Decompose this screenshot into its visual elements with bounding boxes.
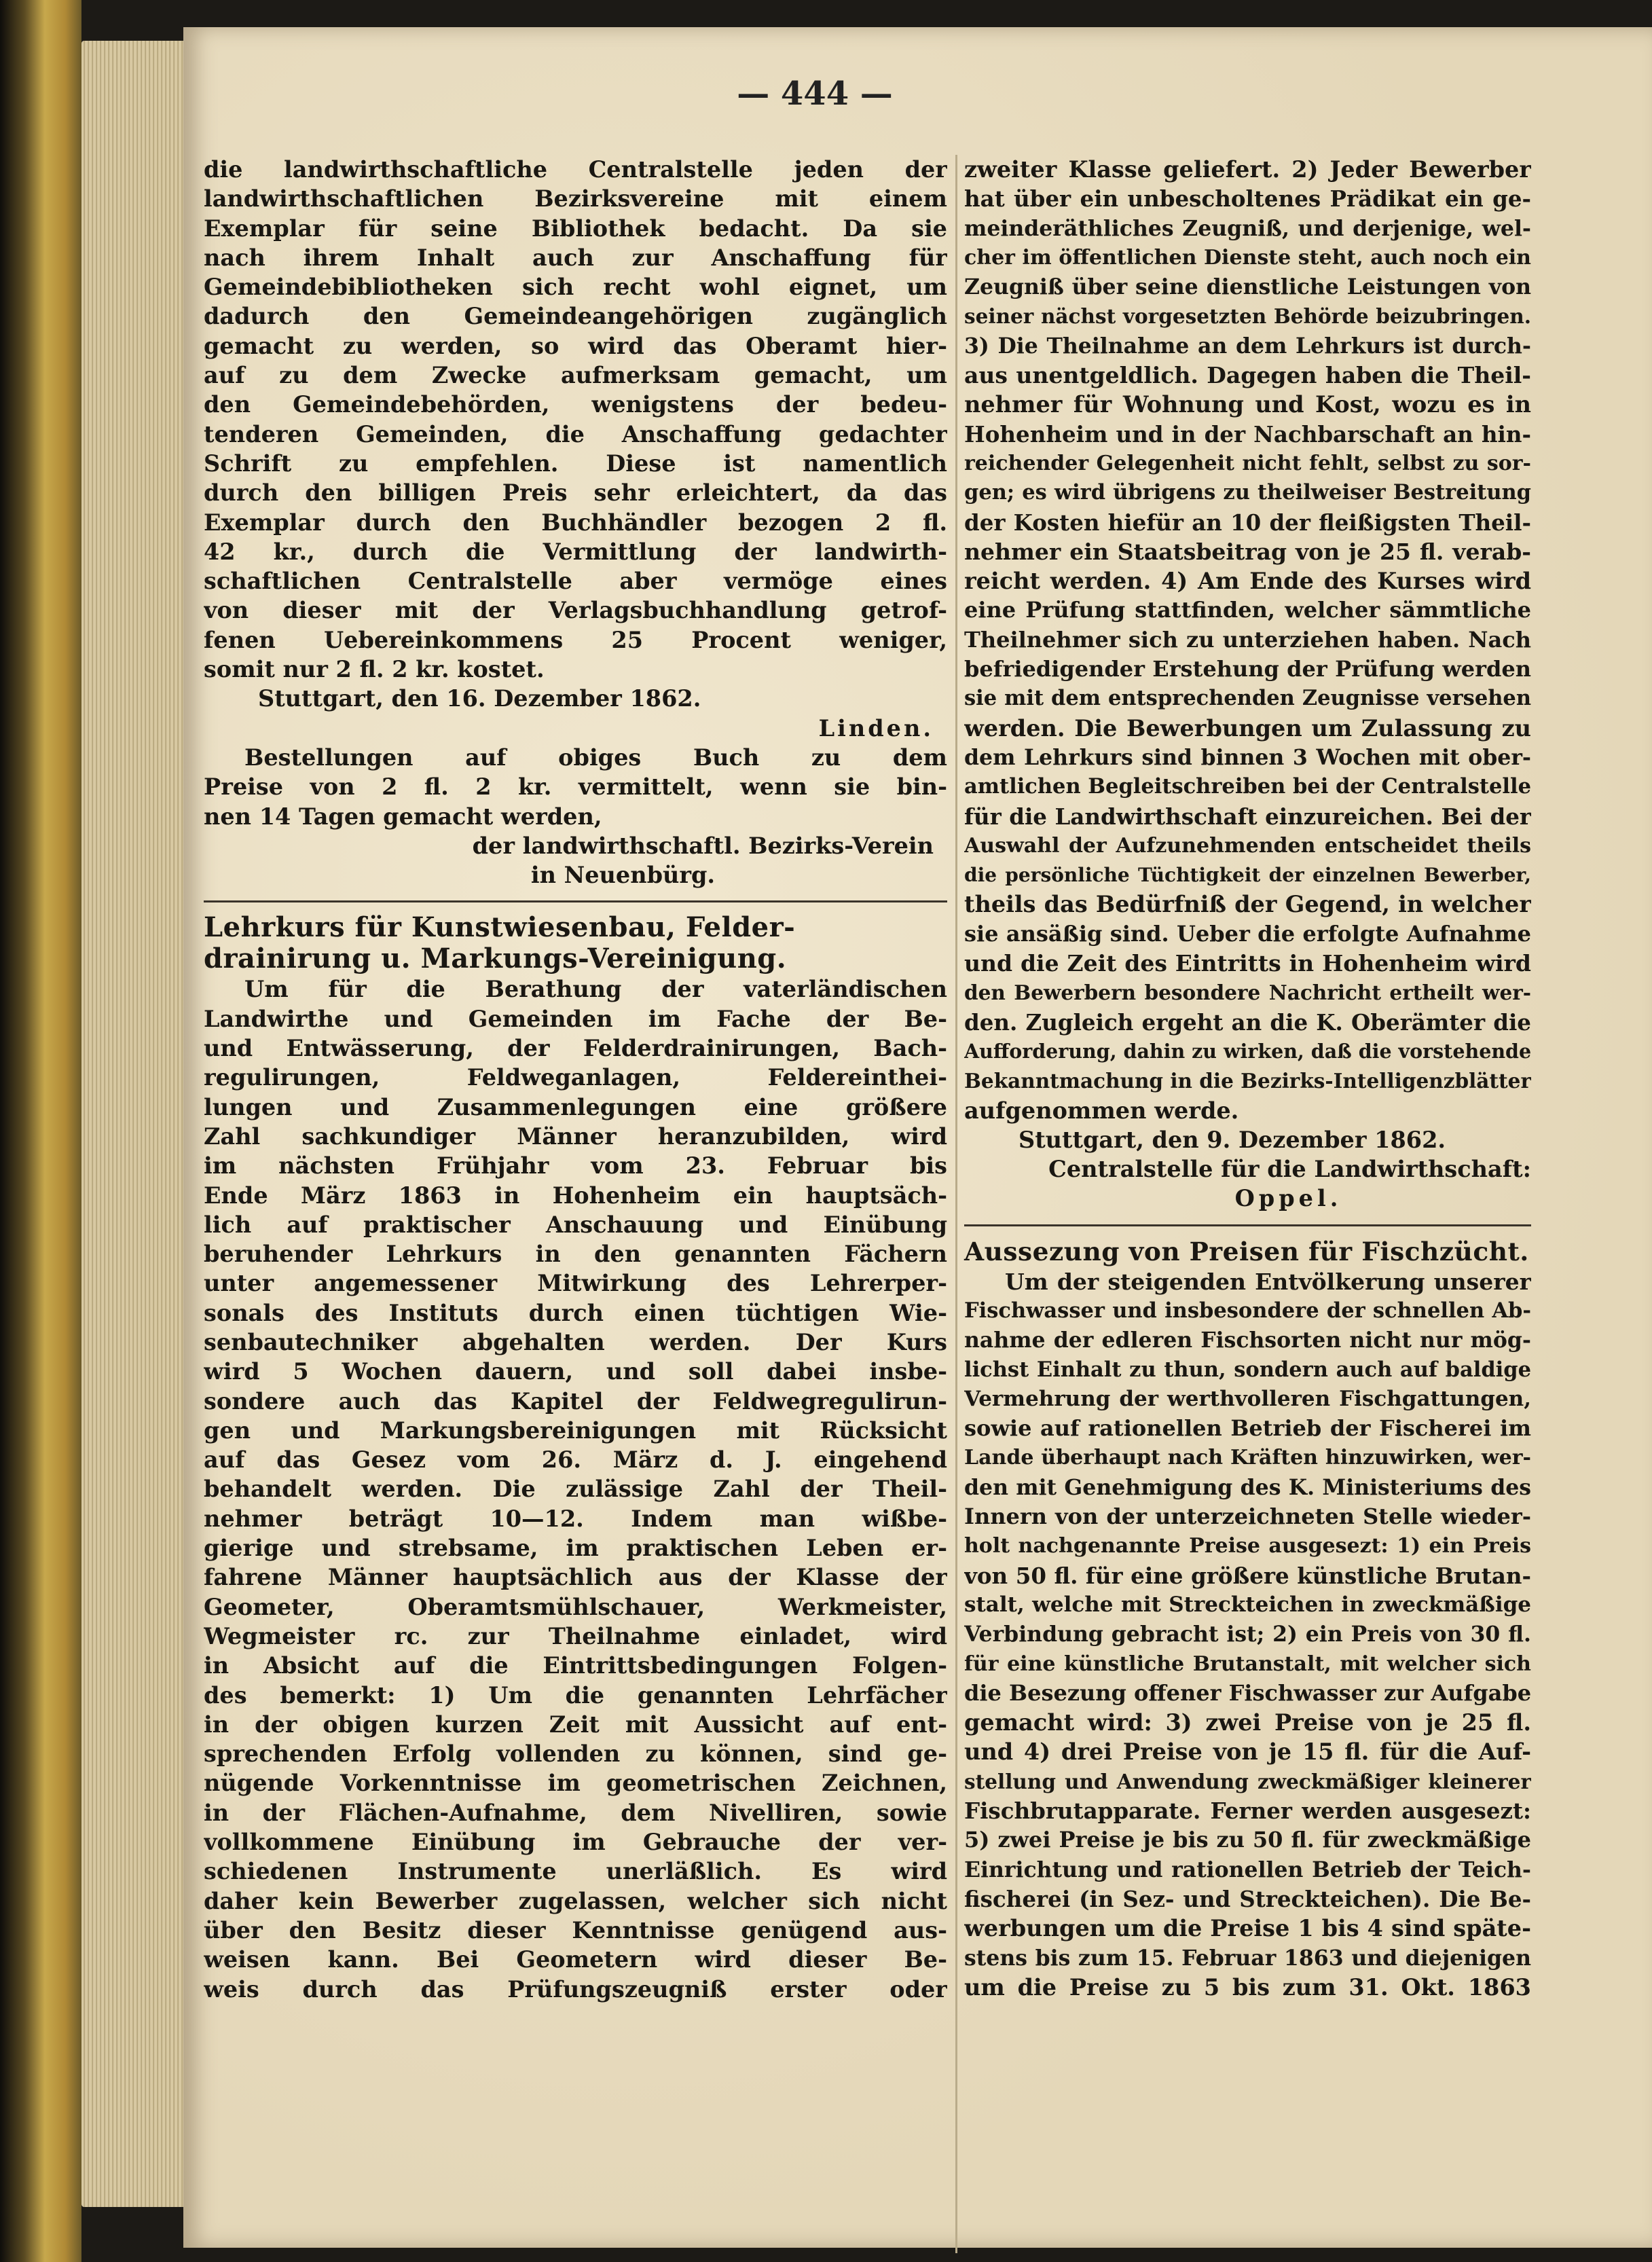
text-line: holt nachgenannte Preise ausgesezt: 1) ein Preis	[964, 1534, 1531, 1558]
text-line: werbungen um die Preise 1 bis 4 sind späte-	[964, 1915, 1531, 1942]
text-line: im nächsten Frühjahr vom 23. Februar bis	[204, 1152, 947, 1180]
text-line: gemacht wird: 3) zwei Preise von je 25 fl.	[964, 1709, 1531, 1736]
book-spine-edge	[0, 0, 81, 2262]
text-line: nehmer für Wohnung und Kost, wozu es in	[964, 391, 1531, 418]
text-line: Exemplar für seine Bibliothek bedacht. Da sie	[204, 215, 947, 242]
text-line: theils das Bedürfniß der Gegend, in welcher	[964, 891, 1531, 918]
text-line: 5) zwei Preise je bis zu 50 fl. für zweckmäßige	[964, 1827, 1531, 1853]
text-line: meinderäthliches Zeugniß, und derjenige, wel-	[964, 215, 1531, 241]
text-line: von 50 fl. für eine größere künstliche Brutan-	[964, 1562, 1531, 1589]
text-line: fahrene Männer hauptsächlich aus der Klasse der	[204, 1564, 947, 1591]
text-line: und die Zeit des Eintritts in Hohenheim wird	[964, 950, 1531, 977]
text-line: schiedenen Instrumente unerläßlich. Es wird	[204, 1858, 947, 1885]
article-heading: drainirung u. Markungs-Vereinigung.	[204, 943, 787, 975]
text-line: in der obigen kurzen Zeit mit Aussicht auf ent-	[204, 1711, 947, 1738]
left-column	[204, 155, 947, 2004]
text-line: weis durch das Prüfungszeugniß erster oder	[204, 1975, 947, 2003]
dateline: Stuttgart, den 16. Dezember 1862.	[258, 685, 701, 712]
column-divider	[955, 155, 957, 2253]
text-line: Innern von der unterzeichneten Stelle wieder-	[964, 1503, 1531, 1530]
text-line: aufgenommen werde.	[964, 1097, 1239, 1124]
text-line: 3) Die Theilnahme an dem Lehrkurs ist durch-	[964, 333, 1531, 359]
text-line: vollkommene Einübung im Gebrauche der ver-	[204, 1829, 947, 1856]
text-line: in der Flächen-Aufnahme, dem Nivelliren, sowie	[204, 1799, 947, 1826]
text-line: sonals des Instituts durch einen tüchtigen Wie-	[204, 1299, 947, 1326]
text-line: Bekanntmachung in die Bezirks-Intelligenzblätter	[964, 1069, 1531, 1093]
text-line: zweiter Klasse geliefert. 2) Jeder Bewerber	[964, 156, 1531, 183]
text-line: Um der steigenden Entvölkerung unserer	[1005, 1268, 1531, 1295]
text-line: lungen und Zusammenlegungen eine größere	[204, 1093, 947, 1120]
text-line: Auswahl der Aufzunehmenden entscheidet theils	[964, 833, 1531, 858]
text-line: den mit Genehmigung des K. Ministeriums des	[964, 1474, 1531, 1500]
text-line: Um für die Berathung der vaterländischen	[244, 976, 947, 1003]
text-line: über den Besitz dieser Kenntnisse genügend aus-	[204, 1916, 947, 1944]
text-line: lichst Einhalt zu thun, sondern auch auf baldige	[964, 1357, 1531, 1382]
text-line: Einrichtung und rationellen Betrieb der Teich-	[964, 1857, 1531, 1882]
article-lehrkurs	[204, 912, 947, 2003]
text-line: Wegmeister rc. zur Theilnahme einladet, wird	[204, 1622, 947, 1649]
text-line: daher kein Bewerber zugelassen, welcher sich nicht	[204, 1887, 947, 1914]
text-line: Geometer, Oberamtsmühlschauer, Werkmeister,	[204, 1593, 947, 1620]
text-line: hat über ein unbescholtenes Prädikat ein ge-	[964, 185, 1531, 213]
text-line: 42 kr., durch die Vermittlung der landwirth-	[204, 538, 947, 565]
signature: Oppel.	[1234, 1185, 1342, 1212]
page-number: — 444 —	[737, 75, 893, 113]
text-line: regulirungen, Feldweganlagen, Feldereinthei-	[204, 1064, 947, 1091]
text-line: behandelt werden. Die zulässige Zahl der Theil-	[204, 1476, 947, 1503]
text-line: landwirthschaftlichen Bezirksvereine mit einem	[204, 185, 947, 213]
text-line: sie mit dem entsprechenden Zeugnisse versehen	[964, 686, 1531, 711]
text-line: Hohenheim und in der Nachbarschaft an hin-	[964, 420, 1531, 448]
section-rule	[964, 1224, 1531, 1226]
text-line: nügende Vorkenntnisse im geometrischen Zeichnen,	[204, 1770, 947, 1797]
text-line: die Besezung offener Fischwasser zur Aufgabe	[964, 1679, 1531, 1706]
text-line: die landwirthschaftliche Centralstelle jeden der	[204, 156, 947, 183]
signature: der landwirthschaftl. Bezirks-Verein	[472, 832, 934, 859]
text-line: seiner nächst vorgesetzten Behörde beizubringen.	[964, 304, 1531, 329]
text-line: gen und Markungsbereinigungen mit Rücksicht	[204, 1417, 947, 1444]
text-line: stens bis zum 15. Februar 1863 und diejenigen	[964, 1945, 1531, 1971]
text-line: nen 14 Tagen gemacht werden,	[204, 803, 602, 830]
text-line: sprechenden Erfolg vollenden zu können, sind ge-	[204, 1740, 947, 1768]
text-line: Landwirthe und Gemeinden im Fache der Be-	[204, 1005, 947, 1032]
text-line: die persönliche Tüchtigkeit der einzelnen Bewerber,	[964, 864, 1531, 887]
section-rule	[204, 900, 947, 902]
text-line: für die Landwirthschaft einzureichen. Bei der	[964, 803, 1531, 830]
text-line: weisen kann. Bei Geometern wird dieser Be-	[204, 1946, 947, 1973]
text-line: um die Preise zu 5 bis zum 31. Okt. 1863	[964, 1973, 1531, 2001]
text-line: auf zu dem Zwecke aufmerksam gemacht, um	[204, 362, 947, 389]
text-line: auf das Gesez vom 26. März d. J. eingehend	[204, 1446, 947, 1474]
text-line: den Gemeindebehörden, wenigstens der bedeu-	[204, 391, 947, 418]
text-line: Gemeindebibliotheken sich recht wohl eignet, um	[204, 274, 947, 301]
text-line: sowie auf rationellen Betrieb der Fischerei im	[964, 1415, 1531, 1442]
article-lehrkurs-continued	[964, 155, 1531, 1214]
text-line: dem Lehrkurs sind binnen 3 Wochen mit ober-	[964, 744, 1531, 770]
text-line: stalt, welche mit Streckteichen in zweckmäßige	[964, 1592, 1531, 1617]
text-line: aus unentgeldlich. Dagegen haben die Theil-	[964, 362, 1531, 389]
text-line: in Absicht auf die Eintrittsbedingungen Folgen-	[204, 1652, 947, 1679]
text-line: nehmer beträgt 10—12. Indem man wißbe-	[204, 1505, 947, 1532]
text-line: schaftlichen Centralstelle aber vermöge eines	[204, 568, 947, 595]
text-line: somit nur 2 fl. 2 kr. kostet.	[204, 656, 545, 683]
text-line: lich auf praktischer Anschauung und Einübung	[204, 1211, 947, 1238]
text-line: Ende März 1863 in Hohenheim ein hauptsäch-	[204, 1182, 947, 1209]
text-line: den Bewerbern besondere Nachricht ertheilt wer-	[964, 981, 1531, 1005]
notice-order	[204, 743, 947, 890]
text-line: reicht werden. 4) Am Ende des Kurses wird	[964, 568, 1531, 595]
text-line: wird 5 Wochen dauern, und soll dabei insbe-	[204, 1358, 947, 1385]
text-line: cher im öffentlichen Dienste steht, auch noch ein	[964, 245, 1531, 270]
text-line: Theilnehmer sich zu unterziehen haben. Nach	[964, 626, 1531, 653]
text-line: und Entwässerung, der Felderdrainirungen, Bach-	[204, 1035, 947, 1062]
dateline: Stuttgart, den 9. Dezember 1862.	[1018, 1126, 1446, 1153]
text-line: gen; es wird übrigens zu theilweiser Bestreitung	[964, 480, 1531, 505]
text-line: senbautechniker abgehalten werden. Der Kurs	[204, 1328, 947, 1355]
text-line: Zeugniß über seine dienstliche Leistungen von	[964, 274, 1531, 300]
text-line: Verbindung gebracht ist; 2) ein Preis von 30 fl.	[964, 1622, 1531, 1647]
text-line: gierige und strebsame, im praktischen Leben er-	[204, 1535, 947, 1562]
text-line: sie ansäßig sind. Ueber die erfolgte Aufnahme	[964, 920, 1531, 947]
text-line: gemacht zu werden, so wird das Oberamt hier-	[204, 332, 947, 359]
right-column	[964, 155, 1531, 2002]
text-line: Vermehrung der werthvolleren Fischgattungen,	[964, 1386, 1531, 1411]
text-line: der Kosten hiefür an 10 der fleißigsten Theil-	[964, 509, 1531, 536]
text-line: beruhender Lehrkurs in den genannten Fächern	[204, 1241, 947, 1268]
text-line: Fischwasser und insbesondere der schnellen Ab-	[964, 1298, 1531, 1323]
text-line: dadurch den Gemeindeangehörigen zugänglich	[204, 303, 947, 330]
text-line: durch den billigen Preis sehr erleichtert, da das	[204, 479, 947, 507]
text-line: stellung und Anwendung zweckmäßiger kleinerer	[964, 1769, 1531, 1793]
article-heading: Lehrkurs für Kunstwiesenbau, Felder-	[204, 911, 796, 944]
text-line: nahme der edleren Fischsorten nicht nur mög-	[964, 1328, 1531, 1353]
text-line: sondere auch das Kapitel der Feldwegregulirun-	[204, 1387, 947, 1415]
signature: in Neuenbürg.	[530, 862, 716, 889]
text-line: eine Prüfung stattfinden, welcher sämmtliche	[964, 597, 1531, 623]
text-line: nehmer ein Staatsbeitrag von je 25 fl. verab-	[964, 538, 1531, 565]
text-line: Preise von 2 fl. 2 kr. vermittelt, wenn sie bin-	[204, 773, 947, 801]
text-line: amtlichen Begleitschreiben bei der Centralstelle	[964, 774, 1531, 799]
text-line: Exemplar durch den Buchhändler bezogen 2 fl.	[204, 509, 947, 536]
text-line: für eine künstliche Brutanstalt, mit welcher sich	[964, 1652, 1531, 1676]
text-line: Fischbrutapparate. Ferner werden ausgesezt:	[964, 1798, 1531, 1825]
text-line: unter angemessener Mitwirkung des Lehrerper-	[204, 1270, 947, 1297]
text-line: nach ihrem Inhalt auch zur Anschaffung für	[204, 244, 947, 271]
text-line: von dieser mit der Verlagsbuchhandlung getrof-	[204, 597, 947, 624]
text-line: Lande überhaupt nach Kräften hinzuwirken, wer-	[964, 1446, 1531, 1470]
text-line: Bestellungen auf obiges Buch zu dem	[244, 744, 947, 771]
text-line: den. Zugleich ergeht an die K. Oberämter die	[964, 1008, 1531, 1036]
text-line: werden. Die Bewerbungen um Zulassung zu	[964, 714, 1531, 742]
text-line: des bemerkt: 1) Um die genannten Lehrfächer	[204, 1681, 947, 1709]
signature: Centralstelle für die Landwirthschaft:	[1048, 1156, 1531, 1183]
text-line: befriedigender Erstehung der Prüfung werden	[964, 656, 1531, 682]
notice-book-recommendation	[204, 155, 947, 743]
article-fischzucht	[964, 1236, 1531, 2002]
text-line: Schrift zu empfehlen. Diese ist namentlich	[204, 450, 947, 477]
article-heading: Aussezung von Preisen für Fischzücht.	[964, 1236, 1529, 1266]
text-line: Zahl sachkundiger Männer heranzubilden, wird	[204, 1123, 947, 1150]
text-line: fischerei (in Sez- und Streckteichen). Die Be-	[964, 1885, 1531, 1912]
signature: Linden.	[818, 714, 934, 742]
text-line: und 4) drei Preise von je 15 fl. für die Auf-	[964, 1738, 1531, 1766]
text-line: fenen Uebereinkommens 25 Procent weniger,	[204, 626, 947, 653]
text-line: reichender Gelegenheit nicht fehlt, selbst zu sor-	[964, 451, 1531, 475]
text-line: Aufforderung, dahin zu wirken, daß die vorstehende	[964, 1039, 1531, 1063]
page-stack-edges	[81, 41, 183, 2207]
text-line: tenderen Gemeinden, die Anschaffung gedachter	[204, 420, 947, 448]
